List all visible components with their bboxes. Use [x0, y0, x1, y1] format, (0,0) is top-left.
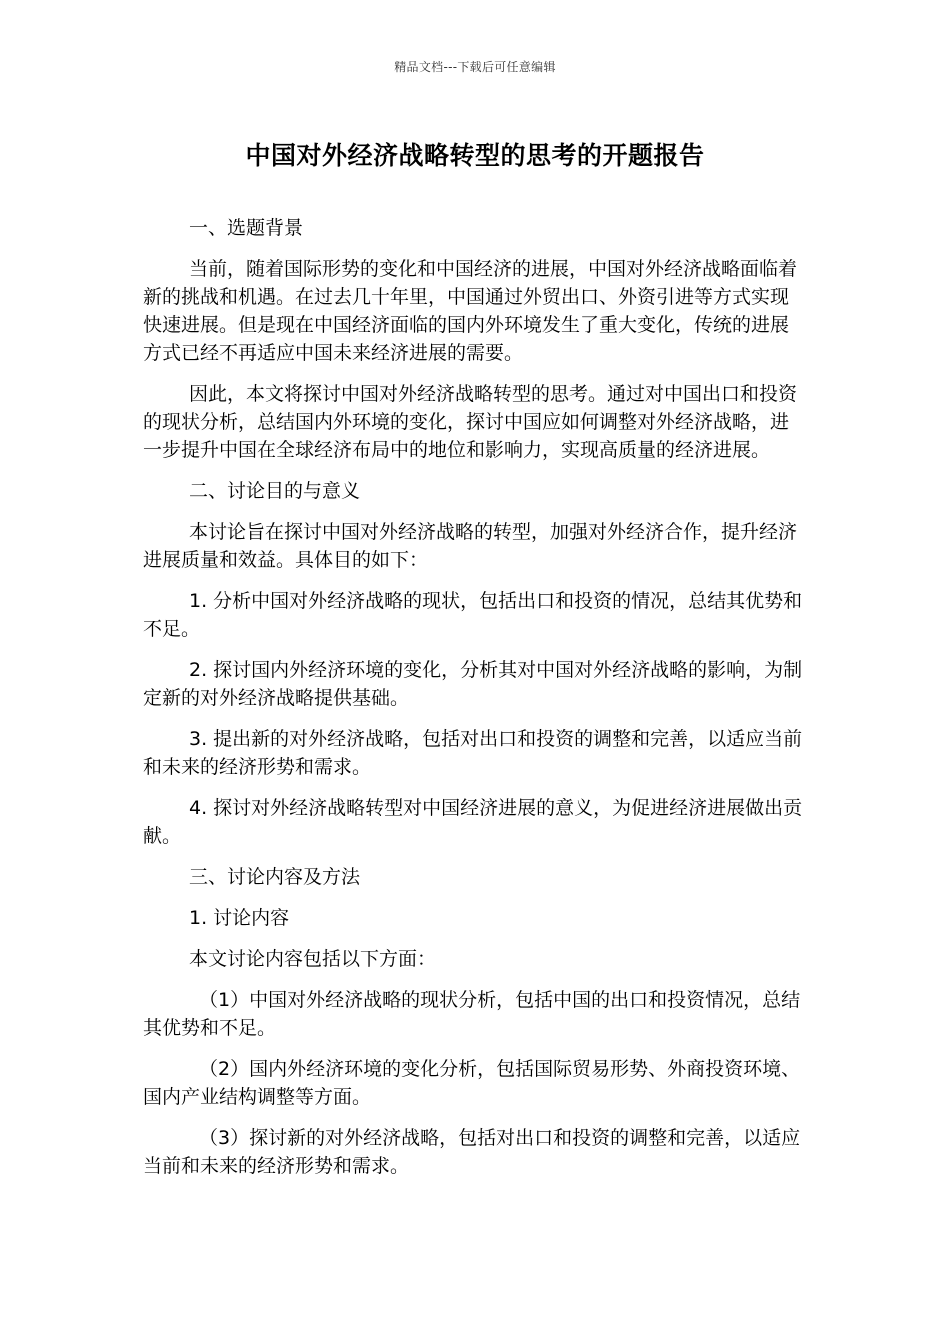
section-heading-content: 三、讨论内容及方法	[189, 866, 361, 888]
paragraph-background-1: 当前，随着国际形势的变化和中国经济的进展，中国对外经济战略面临着新的挑战和机遇。在过去几十年里，中国通过外贸出口、外资引进等方式实现快速进展。但是现在中国经济面临的国内外环境发生了重大变化，传统的进展方式已经不再适应中国未来经济进展的需要。	[143, 258, 798, 364]
list-item-content-1: （1）中国对外经济战略的现状分析，包括中国的出口和投资情况，总结其优势和不足。	[143, 989, 801, 1039]
paragraph-purpose-intro: 本讨论旨在探讨中国对外经济战略的转型，加强对外经济合作，提升经济进展质量和效益。具体目的如下：	[143, 521, 798, 571]
list-item-purpose-1: 1. 分析中国对外经济战略的现状，包括出口和投资的情况，总结其优势和不足。	[143, 590, 803, 640]
section-heading-purpose: 二、讨论目的与意义	[189, 480, 361, 502]
list-item-purpose-2: 2. 探讨国内外经济环境的变化，分析其对中国对外经济战略的影响，为制定新的对外经济战略提供基础。	[143, 659, 803, 709]
document-title: 中国对外经济战略转型的思考的开题报告	[245, 141, 705, 170]
list-item-content-2: （2）国内外经济环境的变化分析，包括国际贸易形势、外商投资环境、国内产业结构调整等方面。	[143, 1058, 801, 1108]
list-item-purpose-3: 3. 提出新的对外经济战略，包括对出口和投资的调整和完善，以适应当前和未来的经济形势和需求。	[143, 728, 803, 778]
header-note: 精品文档---下载后可任意编辑	[394, 60, 556, 74]
list-item-purpose-4: 4. 探讨对外经济战略转型对中国经济进展的意义，为促进经济进展做出贡献。	[143, 797, 803, 847]
section-heading-background: 一、选题背景	[189, 217, 304, 239]
paragraph-content-intro: 本文讨论内容包括以下方面：	[189, 948, 437, 970]
list-item-content-3: （3）探讨新的对外经济战略，包括对出口和投资的调整和完善，以适应当前和未来的经济形势和需求。	[143, 1127, 801, 1177]
sub-heading-content: 1. 讨论内容	[189, 907, 290, 929]
paragraph-background-2: 因此，本文将探讨中国对外经济战略转型的思考。通过对中国出口和投资的现状分析，总结国内外环境的变化，探讨中国应如何调整对外经济战略，进一步提升中国在全球经济布局中的地位和影响力，实现高质量的经济进展。	[143, 383, 798, 461]
document-body	[143, 214, 807, 1193]
